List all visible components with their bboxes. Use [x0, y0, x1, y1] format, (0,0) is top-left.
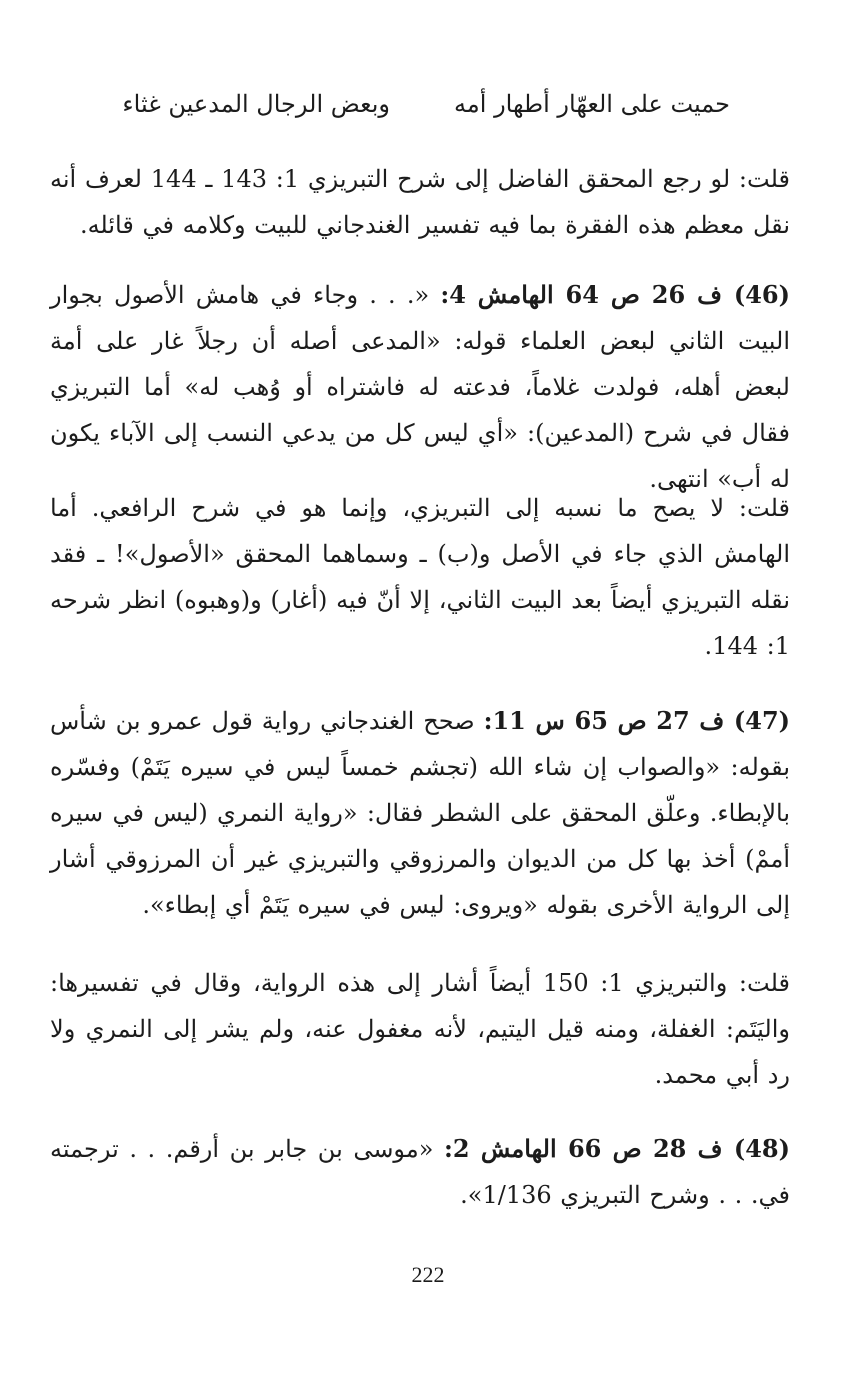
paragraph-text: «. . . وجاء في هامش الأصول بجوار البيت الثاني لبعض العلماء قوله: «المدعى أصله أن رجلاً غار على أمة لبعض أهله، فولدت غلاماً، فدعته له فاشتراه أو وُهب له» أما التبريزي فقال في شرح (المدعين): «أي ليس كل من يدعي النسب إلى الآباء يكون له أب» انتهى. — [50, 281, 790, 493]
page-number: 222 — [411, 1262, 445, 1287]
paragraph — [50, 698, 790, 928]
paragraph-text: «موسى بن جابر بن أرقم. . . ترجمته في. . . وشرح التبريزي 1/136». — [50, 1135, 790, 1209]
paragraph-text: قلت: لا يصح ما نسبه إلى التبريزي، وإنما هو في شرح الرافعي. أما الهامش الذي جاء في الأصل و(ب) ـ وسماهما المحقق «الأصول»! ـ فقد نقله التبريزي أيضاً بعد البيت الثاني، إلا أنّ فيه (أغار) و(وهبوه) انظر شرحه 1: 144. — [50, 494, 790, 660]
paragraph — [50, 960, 790, 1098]
note-reference: (46) ف 26 ص 64 الهامش 4: — [440, 280, 790, 309]
verse-second-hemistich: وبعض الرجال المدعين غثاء — [122, 90, 390, 118]
poetry-verse — [50, 82, 730, 126]
paragraph — [50, 156, 790, 248]
paragraph — [50, 485, 790, 669]
paragraph-text: صحح الغندجاني رواية قول عمرو بن شأس بقوله: «والصواب إن شاء الله (تجشم خمساً ليس في سيره يَتَمْ) وفسّره بالإبطاء. وعلّق المحقق على الشطر فقال: «رواية النمري (ليس في سيره أممْ) أخذ بها كل من الديوان والمرزوقي والتبريزي غير أن المرزوقي أشار إلى الرواية الأخرى بقوله «ويروى: ليس في سيره يَتَمْ أي إبطاء». — [50, 707, 790, 919]
paragraph — [50, 272, 790, 502]
paragraph-text: قلت: لو رجع المحقق الفاضل إلى شرح التبريزي 1: 143 ـ 144 لعرف أنه نقل معظم هذه الفقرة بما فيه تفسير الغندجاني للبيت وكلامه في قائله. — [50, 165, 791, 239]
note-reference: (48) ف 28 ص 66 الهامش 2: — [443, 1134, 790, 1163]
verse-first-hemistich: حميت على العهّار أطهار أمه — [454, 90, 730, 118]
paragraph — [50, 1126, 790, 1218]
note-reference: (47) ف 27 ص 65 س 11: — [483, 706, 791, 735]
paragraph-text: قلت: والتبريزي 1: 150 أيضاً أشار إلى هذه الرواية، وقال في تفسيرها: واليَتَم: الغفلة، ومنه قيل اليتيم، لأنه مغفول عنه، ولم يشر إلى النمري ولا رد أبي محمد. — [50, 969, 790, 1089]
